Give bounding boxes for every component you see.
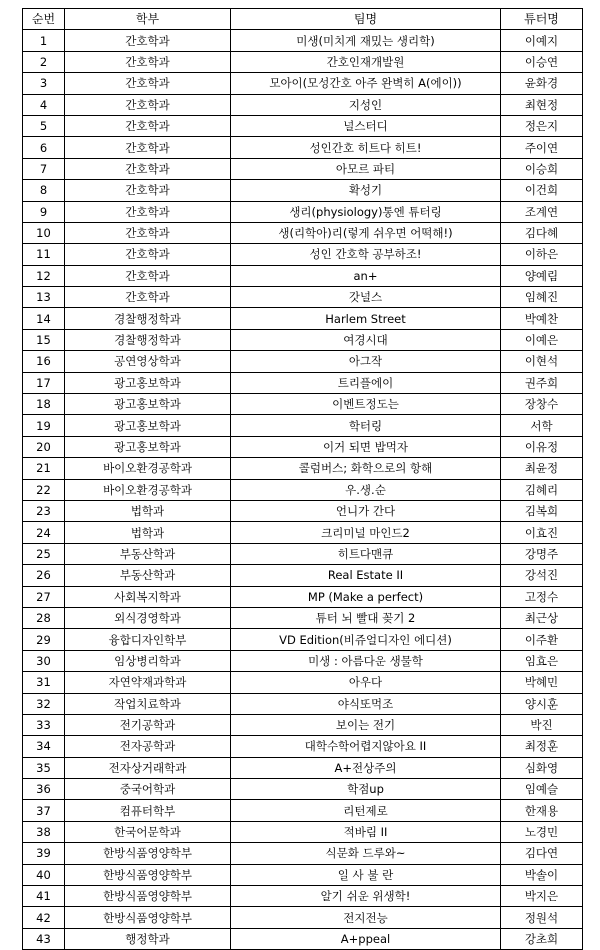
cell-department: 자연약재과학과 [65, 672, 231, 693]
cell-number: 36 [23, 779, 65, 800]
cell-department: 전기공학과 [65, 714, 231, 735]
cell-department: 간호학과 [65, 73, 231, 94]
cell-tutor-name: 최정훈 [501, 736, 583, 757]
cell-team-name: 갓널스 [231, 287, 501, 308]
cell-department: 광고홍보학과 [65, 415, 231, 436]
cell-department: 간호학과 [65, 137, 231, 158]
cell-number: 13 [23, 287, 65, 308]
header-department: 학부 [65, 9, 231, 30]
cell-team-name: 아그작 [231, 351, 501, 372]
cell-number: 20 [23, 436, 65, 457]
table-row [23, 864, 583, 885]
cell-department: 간호학과 [65, 51, 231, 72]
table-row [23, 329, 583, 350]
cell-number: 22 [23, 479, 65, 500]
cell-tutor-name: 양시훈 [501, 693, 583, 714]
cell-team-name: 리턴제로 [231, 800, 501, 821]
cell-tutor-name: 임효은 [501, 650, 583, 671]
cell-team-name: 생(리학아)리(렇게 쉬우면 어떡해!) [231, 222, 501, 243]
table-row [23, 500, 583, 521]
cell-team-name: 여경시대 [231, 329, 501, 350]
table-row [23, 222, 583, 243]
cell-tutor-name: 양예림 [501, 265, 583, 286]
cell-number: 35 [23, 757, 65, 778]
tutoring-team-roster [22, 8, 582, 950]
cell-number: 34 [23, 736, 65, 757]
table-header-row [23, 9, 583, 30]
table-row [23, 843, 583, 864]
cell-team-name: 야식또먹조 [231, 693, 501, 714]
cell-team-name: A+전상주의 [231, 757, 501, 778]
cell-team-name: 아우다 [231, 672, 501, 693]
cell-number: 27 [23, 586, 65, 607]
table-row [23, 94, 583, 115]
table-row [23, 137, 583, 158]
table-row [23, 372, 583, 393]
cell-number: 5 [23, 115, 65, 136]
cell-department: 공연영상학과 [65, 351, 231, 372]
table-row [23, 586, 583, 607]
cell-tutor-name: 한재용 [501, 800, 583, 821]
cell-team-name: 튜터 뇌 빨대 꽂기 2 [231, 607, 501, 628]
cell-number: 24 [23, 522, 65, 543]
cell-number: 31 [23, 672, 65, 693]
table-row [23, 821, 583, 842]
cell-department: 작업치료학과 [65, 693, 231, 714]
cell-department: 행정학과 [65, 928, 231, 949]
cell-team-name: 생리(physiology)통엔 튜터링 [231, 201, 501, 222]
cell-tutor-name: 최윤정 [501, 458, 583, 479]
cell-team-name: 성인 간호학 공부하조! [231, 244, 501, 265]
cell-tutor-name: 이건희 [501, 180, 583, 201]
cell-department: 법학과 [65, 522, 231, 543]
cell-tutor-name: 김복희 [501, 500, 583, 521]
cell-number: 14 [23, 308, 65, 329]
table-row [23, 244, 583, 265]
cell-number: 43 [23, 928, 65, 949]
cell-tutor-name: 고정수 [501, 586, 583, 607]
table-row [23, 351, 583, 372]
cell-number: 8 [23, 180, 65, 201]
cell-tutor-name: 권주희 [501, 372, 583, 393]
cell-department: 법학과 [65, 500, 231, 521]
cell-number: 38 [23, 821, 65, 842]
table-row [23, 779, 583, 800]
cell-team-name: VD Edition(비쥬얼디자인 에디션) [231, 629, 501, 650]
cell-tutor-name: 이현석 [501, 351, 583, 372]
cell-tutor-name: 김혜리 [501, 479, 583, 500]
header-team-name: 팀명 [231, 9, 501, 30]
cell-team-name: 이벤트정도는 [231, 394, 501, 415]
cell-team-name: Harlem Street [231, 308, 501, 329]
table-row [23, 180, 583, 201]
table-row [23, 693, 583, 714]
table-row [23, 51, 583, 72]
cell-team-name: 이거 되면 밥먹자 [231, 436, 501, 457]
table-row [23, 73, 583, 94]
cell-department: 간호학과 [65, 180, 231, 201]
table-row [23, 458, 583, 479]
cell-team-name: 트리플에이 [231, 372, 501, 393]
cell-team-name: 전지전능 [231, 907, 501, 928]
cell-department: 컴퓨터학부 [65, 800, 231, 821]
cell-team-name: 미생(미치게 재밌는 생리학) [231, 30, 501, 51]
cell-number: 42 [23, 907, 65, 928]
cell-department: 광고홍보학과 [65, 394, 231, 415]
cell-tutor-name: 조계연 [501, 201, 583, 222]
cell-team-name: MP (Make a perfect) [231, 586, 501, 607]
cell-team-name: 대학수학어렵지않아요 II [231, 736, 501, 757]
cell-number: 29 [23, 629, 65, 650]
cell-department: 한방식품영양학부 [65, 843, 231, 864]
cell-tutor-name: 이효진 [501, 522, 583, 543]
cell-department: 전자상거래학과 [65, 757, 231, 778]
cell-department: 광고홍보학과 [65, 436, 231, 457]
cell-team-name: 널스터디 [231, 115, 501, 136]
cell-tutor-name: 장창수 [501, 394, 583, 415]
cell-tutor-name: 이승희 [501, 158, 583, 179]
table-row [23, 394, 583, 415]
cell-department: 한방식품영양학부 [65, 864, 231, 885]
cell-team-name: 간호인재개발원 [231, 51, 501, 72]
cell-department: 중국어학과 [65, 779, 231, 800]
cell-tutor-name: 김다혜 [501, 222, 583, 243]
cell-number: 1 [23, 30, 65, 51]
cell-team-name: 언니가 간다 [231, 500, 501, 521]
cell-department: 간호학과 [65, 115, 231, 136]
table-row [23, 543, 583, 564]
cell-tutor-name: 윤화경 [501, 73, 583, 94]
cell-department: 부동산학과 [65, 543, 231, 564]
cell-number: 17 [23, 372, 65, 393]
table-row [23, 886, 583, 907]
header-number: 순번 [23, 9, 65, 30]
cell-team-name: 적바림 II [231, 821, 501, 842]
cell-department: 융합디자인학부 [65, 629, 231, 650]
cell-number: 41 [23, 886, 65, 907]
cell-team-name: 미생 : 아름다운 생물학 [231, 650, 501, 671]
cell-tutor-name: 강석진 [501, 565, 583, 586]
cell-tutor-name: 강명주 [501, 543, 583, 564]
cell-tutor-name: 박혜민 [501, 672, 583, 693]
cell-number: 4 [23, 94, 65, 115]
table-row [23, 158, 583, 179]
cell-department: 광고홍보학과 [65, 372, 231, 393]
table-row [23, 30, 583, 51]
table-row [23, 736, 583, 757]
cell-team-name: 보이는 전기 [231, 714, 501, 735]
cell-department: 한국어문학과 [65, 821, 231, 842]
cell-tutor-name: 이승연 [501, 51, 583, 72]
cell-number: 25 [23, 543, 65, 564]
cell-tutor-name: 노경민 [501, 821, 583, 842]
cell-number: 30 [23, 650, 65, 671]
cell-tutor-name: 박예찬 [501, 308, 583, 329]
cell-tutor-name: 박솔이 [501, 864, 583, 885]
header-tutor-name: 튜터명 [501, 9, 583, 30]
cell-team-name: 우.생.순 [231, 479, 501, 500]
cell-number: 23 [23, 500, 65, 521]
cell-tutor-name: 김다연 [501, 843, 583, 864]
cell-department: 간호학과 [65, 244, 231, 265]
cell-tutor-name: 이예지 [501, 30, 583, 51]
cell-number: 10 [23, 222, 65, 243]
cell-number: 16 [23, 351, 65, 372]
cell-tutor-name: 박진 [501, 714, 583, 735]
cell-team-name: 식문화 드루와~ [231, 843, 501, 864]
cell-number: 15 [23, 329, 65, 350]
cell-team-name: 성인간호 히트다 히트! [231, 137, 501, 158]
cell-number: 11 [23, 244, 65, 265]
cell-department: 한방식품영양학부 [65, 886, 231, 907]
cell-department: 간호학과 [65, 94, 231, 115]
roster-table-body [23, 30, 583, 950]
cell-department: 경찰행정학과 [65, 329, 231, 350]
cell-department: 간호학과 [65, 265, 231, 286]
cell-department: 외식경영학과 [65, 607, 231, 628]
cell-number: 2 [23, 51, 65, 72]
table-row [23, 650, 583, 671]
cell-tutor-name: 정은지 [501, 115, 583, 136]
table-row [23, 757, 583, 778]
cell-number: 18 [23, 394, 65, 415]
cell-team-name: 크리미널 마인드2 [231, 522, 501, 543]
cell-team-name: 모아이(모성간호 아주 완벽히 A(에이)) [231, 73, 501, 94]
cell-number: 19 [23, 415, 65, 436]
table-row [23, 928, 583, 949]
cell-team-name: A+ppeal [231, 928, 501, 949]
table-row [23, 907, 583, 928]
cell-tutor-name: 이주환 [501, 629, 583, 650]
table-row [23, 800, 583, 821]
cell-team-name: 학터링 [231, 415, 501, 436]
cell-tutor-name: 최현정 [501, 94, 583, 115]
cell-department: 바이오환경공학과 [65, 458, 231, 479]
cell-team-name: an+ [231, 265, 501, 286]
cell-number: 6 [23, 137, 65, 158]
table-row [23, 115, 583, 136]
table-row [23, 265, 583, 286]
table-row [23, 607, 583, 628]
cell-team-name: 확성기 [231, 180, 501, 201]
cell-number: 3 [23, 73, 65, 94]
cell-number: 12 [23, 265, 65, 286]
cell-number: 7 [23, 158, 65, 179]
table-row [23, 714, 583, 735]
cell-tutor-name: 이예은 [501, 329, 583, 350]
cell-department: 바이오환경공학과 [65, 479, 231, 500]
table-row [23, 201, 583, 222]
table-row [23, 629, 583, 650]
cell-team-name: Real Estate II [231, 565, 501, 586]
cell-team-name: 지성인 [231, 94, 501, 115]
cell-department: 간호학과 [65, 30, 231, 51]
cell-department: 경찰행정학과 [65, 308, 231, 329]
cell-number: 37 [23, 800, 65, 821]
table-row [23, 479, 583, 500]
cell-number: 26 [23, 565, 65, 586]
cell-tutor-name: 정원석 [501, 907, 583, 928]
cell-team-name: 일 사 불 란 [231, 864, 501, 885]
cell-tutor-name: 최근상 [501, 607, 583, 628]
cell-department: 부동산학과 [65, 565, 231, 586]
table-row [23, 287, 583, 308]
cell-number: 40 [23, 864, 65, 885]
cell-department: 전자공학과 [65, 736, 231, 757]
cell-team-name: 알기 쉬운 위생학! [231, 886, 501, 907]
cell-tutor-name: 임혜진 [501, 287, 583, 308]
cell-team-name: 콜럼버스; 화학으로의 항해 [231, 458, 501, 479]
cell-number: 9 [23, 201, 65, 222]
table-row [23, 522, 583, 543]
cell-department: 간호학과 [65, 222, 231, 243]
cell-number: 32 [23, 693, 65, 714]
cell-number: 21 [23, 458, 65, 479]
table-row [23, 436, 583, 457]
cell-department: 간호학과 [65, 287, 231, 308]
cell-tutor-name: 심화영 [501, 757, 583, 778]
cell-tutor-name: 임예슬 [501, 779, 583, 800]
cell-department: 사회복지학과 [65, 586, 231, 607]
cell-tutor-name: 서학 [501, 415, 583, 436]
cell-department: 한방식품영양학부 [65, 907, 231, 928]
cell-department: 임상병리학과 [65, 650, 231, 671]
cell-number: 39 [23, 843, 65, 864]
cell-tutor-name: 박지은 [501, 886, 583, 907]
cell-team-name: 학점up [231, 779, 501, 800]
cell-number: 33 [23, 714, 65, 735]
cell-team-name: 아모르 파티 [231, 158, 501, 179]
cell-tutor-name: 주이연 [501, 137, 583, 158]
table-row [23, 672, 583, 693]
cell-tutor-name: 이유정 [501, 436, 583, 457]
table-row [23, 565, 583, 586]
cell-number: 28 [23, 607, 65, 628]
roster-table [22, 8, 583, 950]
cell-tutor-name: 이하은 [501, 244, 583, 265]
cell-team-name: 히트다맨큐 [231, 543, 501, 564]
cell-department: 간호학과 [65, 201, 231, 222]
cell-department: 간호학과 [65, 158, 231, 179]
table-row [23, 415, 583, 436]
cell-tutor-name: 강초희 [501, 928, 583, 949]
table-row [23, 308, 583, 329]
